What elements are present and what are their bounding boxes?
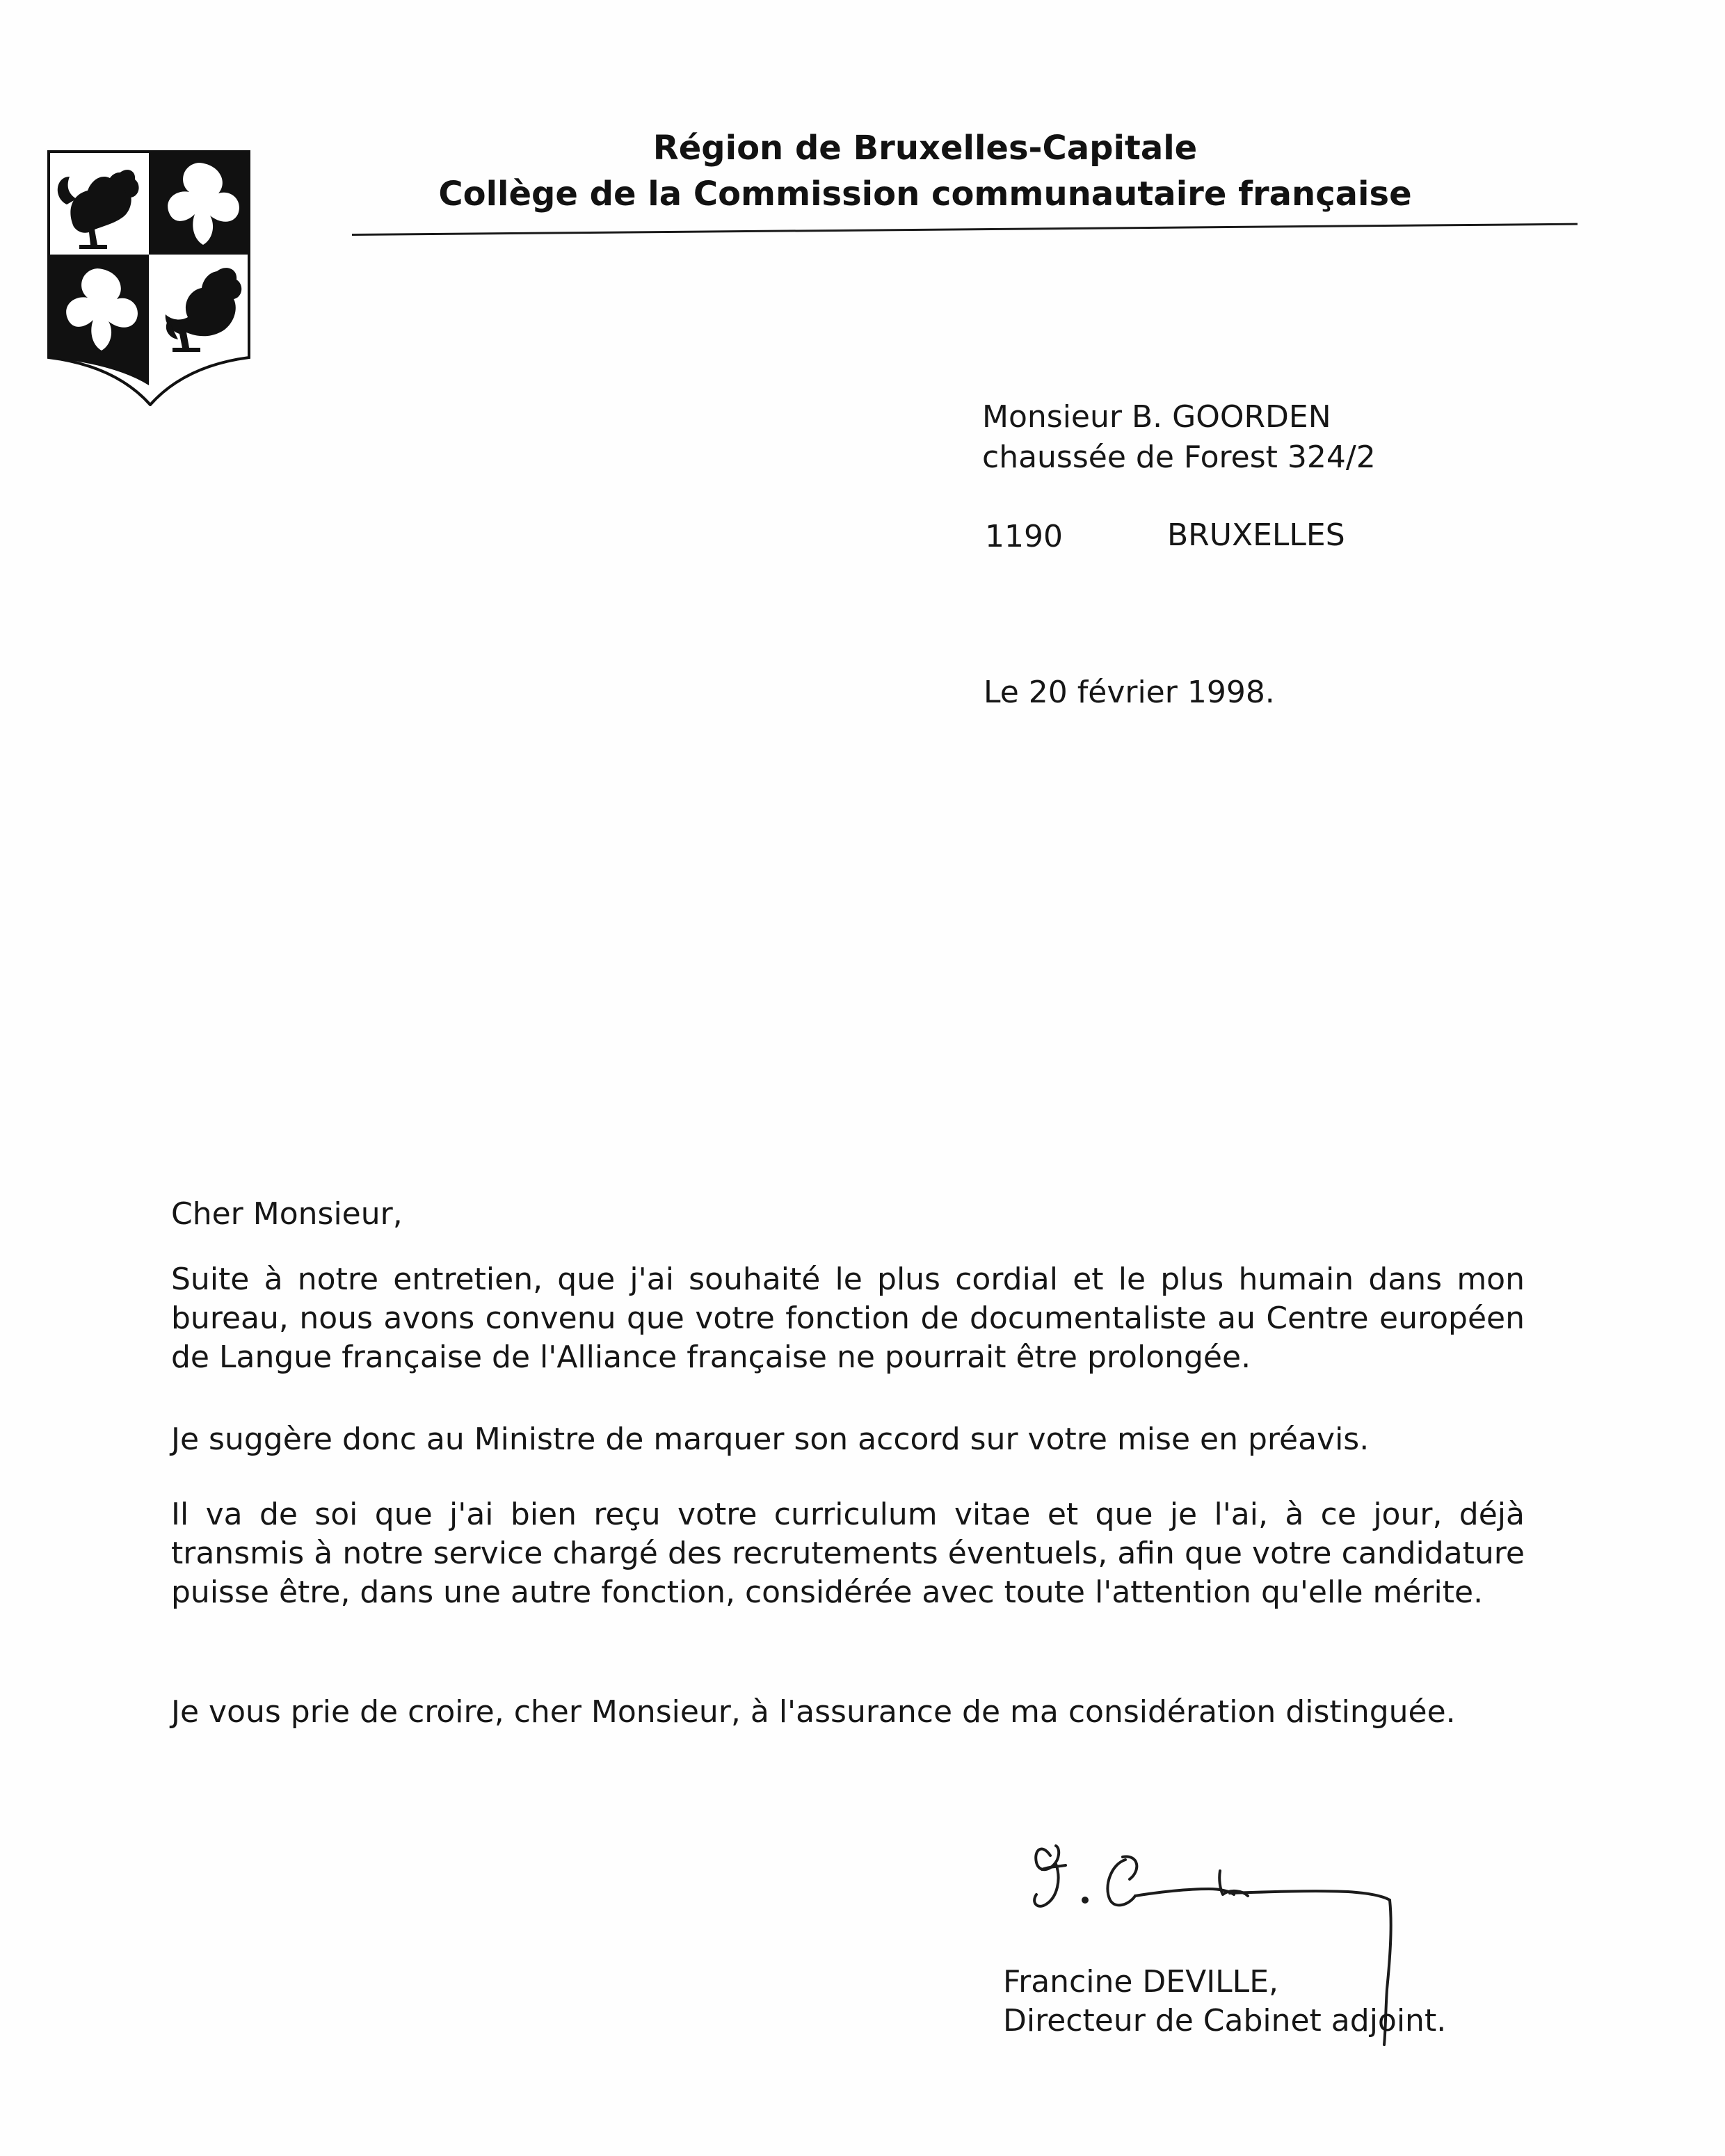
recipient-street: chaussée de Forest 324/2 (982, 440, 1376, 475)
coat-of-arms-icon (46, 149, 252, 406)
body-paragraph: Suite à notre entretien, que j'ai souhaité le plus cordial et le plus humain dans mon bureau, nous avons convenu que votre fonction de documentaliste au Centre européen de Langue française de l'Alliance française ne pourrait être prolongée. (171, 1262, 1525, 1375)
recipient-city: BRUXELLES (1167, 517, 1345, 553)
body-paragraph: Il va de soi que j'ai bien reçu votre curriculum vitae et que je l'ai, à ce jour, déjà transmis à notre service chargé des recrutements éventuels, afin que votre candidature puisse être, dans une autre fonction, considérée avec toute l'attention qu'elle mérite. (171, 1497, 1525, 1610)
body-paragraph: Je suggère donc au Ministre de marquer son accord sur votre mise en préavis. (171, 1422, 1370, 1457)
letterhead-divider (352, 223, 1578, 236)
letterhead-line-college: Collège de la Commission communautaire française (438, 175, 1412, 214)
recipient-postal-code: 1190 (985, 519, 1063, 554)
letter-date: Le 20 février 1998. (984, 675, 1275, 710)
salutation: Cher Monsieur, (171, 1196, 403, 1232)
recipient-name: Monsieur B. GOORDEN (982, 399, 1331, 435)
letterhead-title (348, 125, 1502, 217)
signer-title: Directeur de Cabinet adjoint. (1003, 2003, 1447, 2038)
closing-paragraph: Je vous prie de croire, cher Monsieur, à l'assurance de ma considération distinguée. (171, 1694, 1456, 1730)
signer-name: Francine DEVILLE, (1003, 1964, 1278, 2000)
letterhead-line-region: Région de Bruxelles-Capitale (652, 129, 1198, 168)
